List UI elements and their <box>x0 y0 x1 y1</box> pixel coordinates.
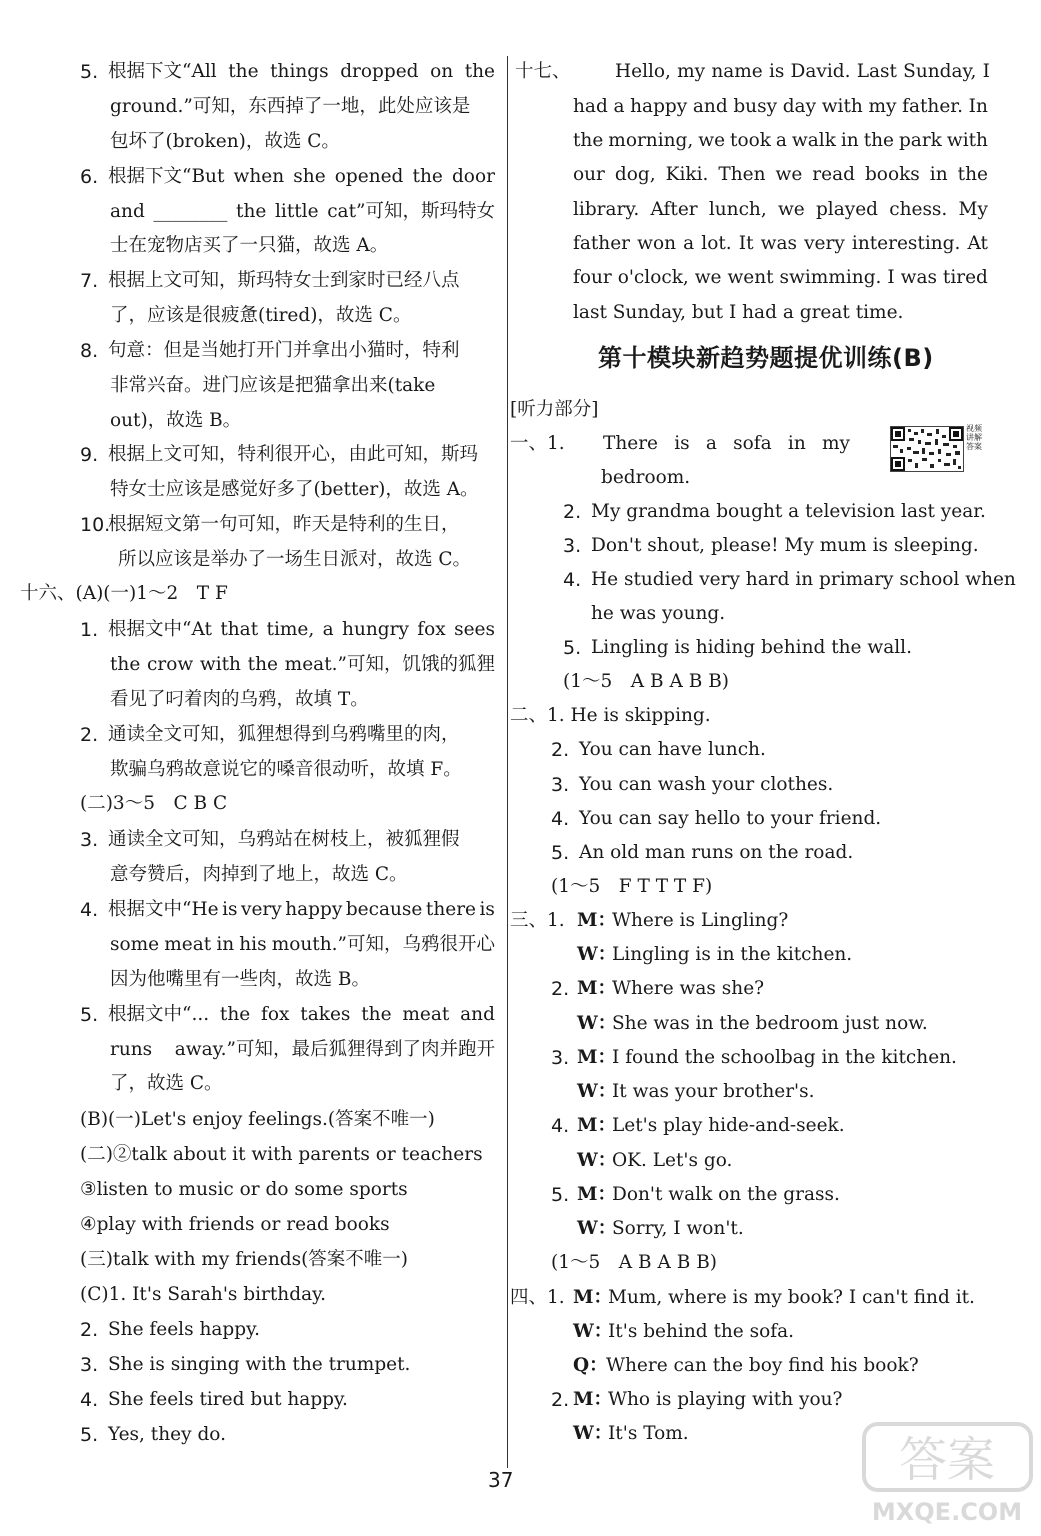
text-line: 根据文中“At that time, a hungry fox sees <box>108 619 495 640</box>
item-number: 7. <box>80 270 99 292</box>
section-title: 第十模块新趋势题提优训练(B) <box>598 344 934 372</box>
text-line: 因为他嘴里有一些肉，故选 B。 <box>110 969 370 990</box>
text-line: library. After lunch, we played chess. My <box>573 199 988 220</box>
speaker-label: W： <box>573 1423 613 1444</box>
text-line: 根据上文可知，斯玛特女士到家时已经八点 <box>108 270 460 291</box>
text-line: the crow with the meat.”可知，饥饿的狐狸 <box>110 654 495 675</box>
text-line: out)，故选 B。 <box>110 410 242 431</box>
text-line: 十六、(A)(一)1～2 T F <box>20 583 228 604</box>
text-line: 根据下文“But when she opened the door <box>108 166 495 187</box>
text-line: 四、1. <box>510 1287 565 1308</box>
text-line: our dog, Kiki. Then we read books in the <box>573 164 988 185</box>
text-line: (C)1. It's Sarah's birthday. <box>80 1284 326 1305</box>
item-number: 3. <box>551 774 570 796</box>
dialogue-line: Let's play hide-and-seek. <box>612 1115 845 1136</box>
item-number: 8. <box>80 340 99 362</box>
speaker-label: Q： <box>573 1355 608 1376</box>
dialogue-line: Where is Lingling? <box>612 910 789 931</box>
dialogue-line: Where can the boy find his book? <box>606 1355 919 1376</box>
text-line: ground.”可知，东西掉了一地，此处应该是 <box>110 96 471 117</box>
text-line: There is a sofa in my <box>603 433 850 454</box>
text-line: Don't shout, please! My mum is sleeping. <box>591 535 979 556</box>
text-line: and ________ the little cat”可知，斯玛特女 <box>110 201 495 222</box>
dialogue-line: Sorry, I won't. <box>612 1218 744 1239</box>
text-line: 三、1. <box>510 910 565 931</box>
text-line: She is singing with the trumpet. <box>108 1354 411 1375</box>
speaker-label: M： <box>577 1047 616 1068</box>
text-line: 通读全文可知，狐狸想得到乌鸦嘴里的肉， <box>108 724 460 745</box>
text-line: ④play with friends or read books <box>80 1214 390 1235</box>
speaker-label: W： <box>577 944 617 965</box>
item-number: 9. <box>80 444 99 466</box>
speaker-label: M： <box>577 1184 616 1205</box>
page-number: 37 <box>488 1468 514 1492</box>
text-line: 一、1. <box>510 433 565 454</box>
qr-caption: 视频讲解答案 <box>966 424 982 451</box>
item-number: 3. <box>551 1047 570 1069</box>
item-number: 3. <box>80 1354 99 1376</box>
text-line: My grandma bought a television last year. <box>591 501 986 522</box>
text-line: An old man runs on the road. <box>579 842 854 863</box>
item-number: 4. <box>80 1389 99 1411</box>
text-line: You can say hello to your friend. <box>579 808 882 829</box>
text-line: had a happy and busy day with my father. In <box>573 96 988 117</box>
text-line: 士在宠物店买了一只猫，故选 A。 <box>110 235 389 256</box>
text-line: [听力部分] <box>510 399 599 420</box>
qr-code-icon[interactable] <box>890 426 964 472</box>
text-line: You can have lunch. <box>579 739 766 760</box>
text-line: 欺骗乌鸦故意说它的嗓音很动听，故填 F。 <box>110 759 462 780</box>
column-divider <box>507 56 508 1468</box>
text-line: Yes, they do. <box>108 1424 226 1445</box>
item-number: 5. <box>80 1004 99 1026</box>
item-number: 2. <box>563 501 582 523</box>
item-number: 4. <box>551 808 570 830</box>
speaker-label: W： <box>577 1150 617 1171</box>
text-line: bedroom. <box>601 467 691 488</box>
text-line: (三)talk with my friends(答案不唯一) <box>80 1249 409 1270</box>
text-line: Lingling is hiding behind the wall. <box>591 637 912 658</box>
speaker-label: W： <box>577 1081 617 1102</box>
item-number: 4. <box>551 1115 570 1137</box>
dialogue-line: I found the schoolbag in the kitchen. <box>612 1047 957 1068</box>
svg-text:答案: 答案 <box>898 1432 996 1488</box>
dialogue-line: She was in the bedroom just now. <box>612 1013 928 1034</box>
text-line: (1～5 A B A B B) <box>551 1252 718 1273</box>
text-line: some meat in his mouth.”可知，乌鸦很开心 <box>110 934 495 955</box>
text-line: 所以应该是举办了一场生日派对，故选 C。 <box>118 549 472 570</box>
text-line: 根据文中“... the fox takes the meat and <box>108 1004 495 1025</box>
item-number: 2. <box>551 739 570 761</box>
dialogue-line: Where was she? <box>612 978 765 999</box>
dialogue-line: Who is playing with you? <box>608 1389 843 1410</box>
item-number: 1. <box>80 619 99 641</box>
speaker-label: M： <box>573 1389 612 1410</box>
dialogue-line: It was your brother's. <box>612 1081 815 1102</box>
dialogue-line: Don't walk on the grass. <box>612 1184 840 1205</box>
text-line: 根据短文第一句可知，昨天是特利的生日， <box>108 514 460 535</box>
dialogue-line: It's behind the sofa. <box>608 1321 795 1342</box>
text-line: She feels tired but happy. <box>108 1389 348 1410</box>
speaker-label: W： <box>577 1013 617 1034</box>
item-number: 5. <box>80 61 99 83</box>
text-line: 根据上文可知，特利很开心，由此可知，斯玛 <box>108 444 479 465</box>
text-line: (二)3～5 C B C <box>80 793 228 814</box>
text-line: Hello, my name is David. Last Sunday, I <box>615 61 990 82</box>
text-line: 根据文中“He is very happy because there is <box>108 899 495 920</box>
item-number: 2. <box>80 724 99 746</box>
dialogue-line: It's Tom. <box>608 1423 689 1444</box>
text-line: 特女士应该是感觉好多了(better)，故选 A。 <box>110 479 479 500</box>
text-line: 十七、 <box>515 61 571 82</box>
text-line: 句意：但是当她打开门并拿出小猫时，特利 <box>108 340 460 361</box>
text-line: 根据下文“All the things dropped on the <box>108 61 495 82</box>
text-line: (二)②talk about it with parents or teachers <box>80 1144 483 1165</box>
item-number: 3. <box>563 535 582 557</box>
text-line: He studied very hard in primary school when <box>591 569 1016 590</box>
speaker-label: M： <box>577 1115 616 1136</box>
text-line: She feels happy. <box>108 1319 260 1340</box>
text-line: You can wash your clothes. <box>579 774 834 795</box>
watermark-logo <box>860 1420 1035 1528</box>
dialogue-line: Mum, where is my book? I can't find it. <box>608 1287 975 1308</box>
speaker-label: M： <box>573 1287 612 1308</box>
text-line: the morning, we took a walk in the park with <box>573 130 988 151</box>
text-line: 了，故选 C。 <box>110 1073 223 1094</box>
item-number: 5. <box>563 637 582 659</box>
text-line: 通读全文可知，乌鸦站在树枝上，被狐狸假 <box>108 829 460 850</box>
item-number: 2. <box>551 1389 570 1411</box>
text-line: 非常兴奋。进门应该是把猫拿出来(take <box>110 375 436 396</box>
item-number: 3. <box>80 829 99 851</box>
text-line: 包坏了(broken)，故选 C。 <box>110 131 340 152</box>
item-number: 5. <box>551 842 570 864</box>
item-number: 4. <box>80 899 99 921</box>
text-line: ③listen to music or do some sports <box>80 1179 408 1200</box>
item-number: 2. <box>80 1319 99 1341</box>
text-line: runs away.”可知，最后狐狸得到了肉并跑开 <box>110 1039 495 1060</box>
item-number: 5. <box>551 1184 570 1206</box>
text-line: (B)(一)Let's enjoy feelings.(答案不唯一) <box>80 1109 435 1130</box>
text-line: 了，应该是很疲惫(tired)，故选 C。 <box>110 305 412 326</box>
text-line: last Sunday, but I had a great time. <box>573 302 904 323</box>
text-line: (1～5 F T T T F) <box>551 876 713 897</box>
text-line: he was young. <box>591 603 726 624</box>
item-number: 4. <box>563 569 582 591</box>
dialogue-line: Lingling is in the kitchen. <box>612 944 853 965</box>
item-number: 6. <box>80 166 99 188</box>
text-line: 二、1. He is skipping. <box>510 705 711 726</box>
text-line: 看见了叼着肉的乌鸦，故填 T。 <box>110 689 369 710</box>
text-line: four o'clock, we went swimming. I was tired <box>573 267 988 288</box>
item-number: 2. <box>551 978 570 1000</box>
speaker-label: W： <box>573 1321 613 1342</box>
speaker-label: M： <box>577 978 616 999</box>
svg-text:MXQE.COM: MXQE.COM <box>871 1498 1023 1526</box>
text-line: (1～5 A B A B B) <box>563 671 730 692</box>
text-line: father won a lot. It was very interesting. At <box>573 233 988 254</box>
dialogue-line: OK. Let's go. <box>612 1150 733 1171</box>
item-number: 10. <box>80 514 111 536</box>
speaker-label: M： <box>577 910 616 931</box>
speaker-label: W： <box>577 1218 617 1239</box>
text-line: 意夸赞后，肉掉到了地上，故选 C。 <box>110 864 408 885</box>
item-number: 5. <box>80 1424 99 1446</box>
